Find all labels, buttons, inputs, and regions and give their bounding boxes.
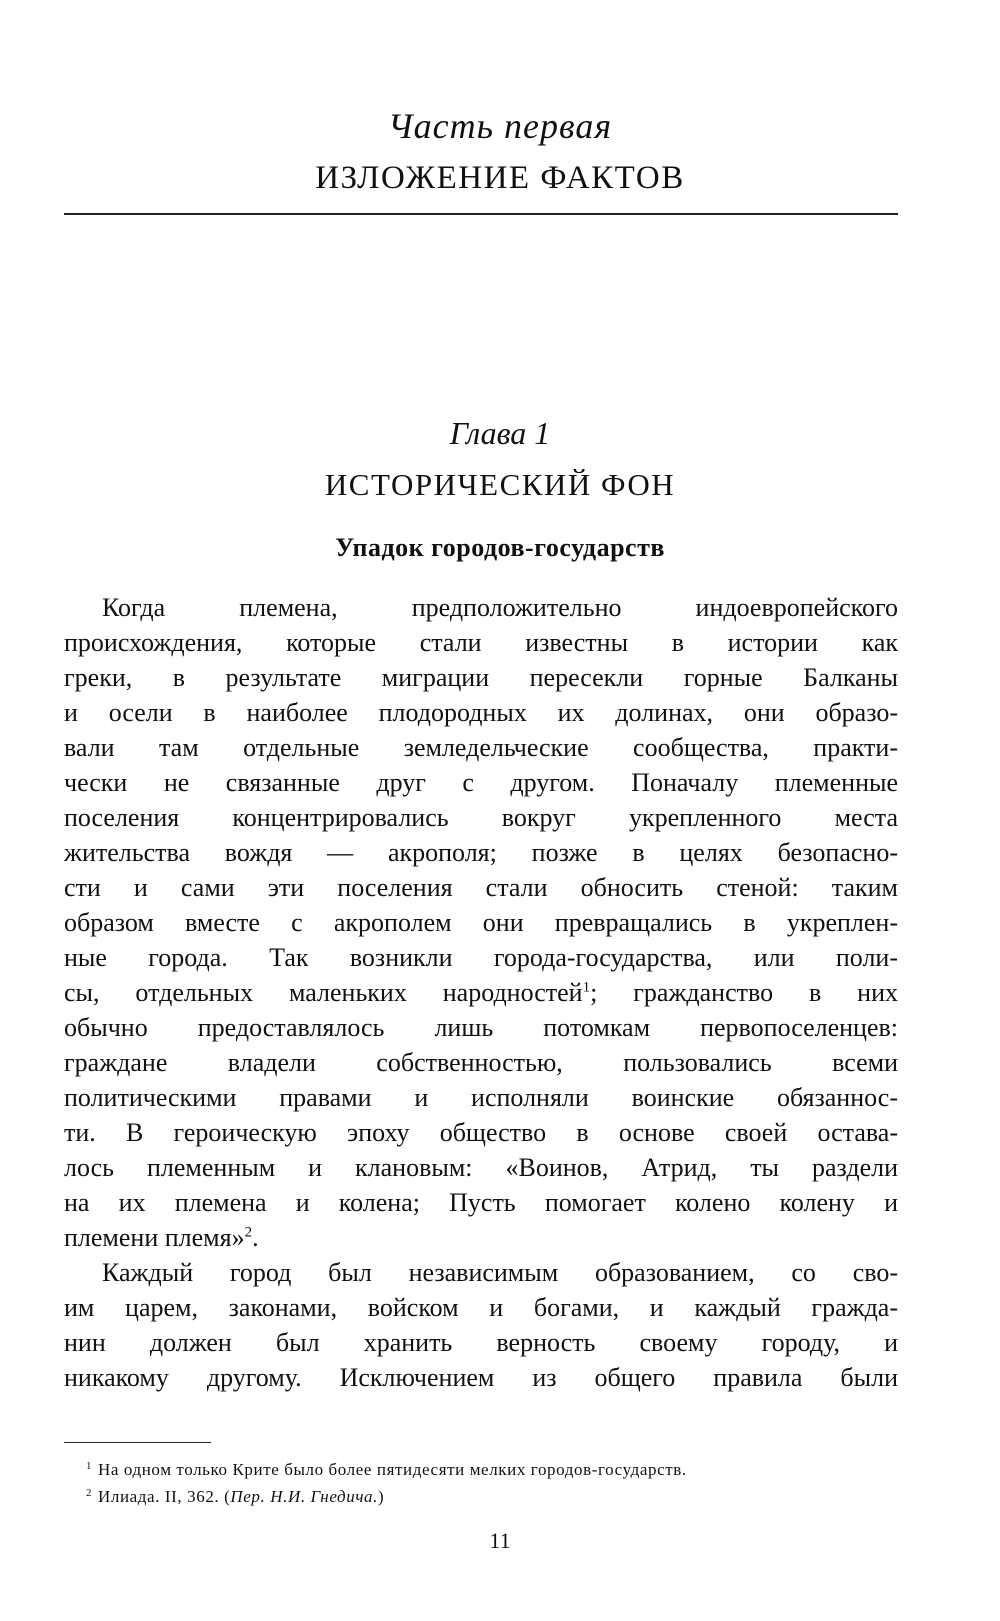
part-subtitle: ИЗЛОЖЕНИЕ ФАКТОВ (315, 160, 685, 196)
text-line: чески не связанные друг с другом. Поначалу племенные (64, 768, 898, 797)
footnote-close: ) (378, 1487, 385, 1506)
text-segment: племени племя» (64, 1223, 245, 1252)
footnote-translator: Пер. Н.И. Гнедича. (230, 1487, 378, 1506)
footnote-text: Илиада. II, 362. ( (98, 1487, 231, 1506)
paragraph-2 (64, 1255, 898, 1395)
footnotes (86, 1456, 898, 1510)
text-line: политическими правами и исполняли воинские обязаннос- (64, 1083, 898, 1112)
footnote-1 (86, 1456, 898, 1483)
header-divider (64, 213, 898, 215)
text-line: вали там отдельные земледельческие сообщества, практи- (64, 733, 898, 762)
chapter-title: ИСТОРИЧЕСКИЙ ФОН (324, 467, 676, 502)
footnote-mark: 2 (86, 1487, 93, 1499)
body-text (64, 590, 898, 1395)
footnote-text: На одном только Крите было более пятидесяти мелких городов-государств. (98, 1460, 687, 1479)
text-line: обычно предоставлялось лишь потомкам первопоселенцев: (64, 1013, 898, 1042)
section-title: Упадок городов-государств (335, 533, 665, 562)
text-line: образом вместе с акрополем они превращались в укреплен- (64, 908, 898, 937)
text-line: происхождения, которые стали известны в истории как (64, 628, 898, 657)
text-segment: . (252, 1223, 259, 1252)
text-line: жительства вождя — акрополя; позже в целях безопасно- (64, 838, 898, 867)
text-line: греки, в результате миграции пересекли горные Балканы (64, 663, 898, 692)
page-number: 11 (489, 1528, 511, 1553)
text-line (64, 1220, 898, 1255)
text-line: ные города. Так возникли города-государства, или поли- (64, 943, 898, 972)
text-line: нин должен был хранить верность своему городу, и (64, 1328, 898, 1357)
footnote-divider (64, 1442, 211, 1443)
text-line: на их племена и колена; Пусть помогает колено колену и (64, 1188, 898, 1217)
footnote-mark: 1 (86, 1460, 93, 1472)
text-line: поселения концентрировались вокруг укрепленного места (64, 803, 898, 832)
text-line: лось племенным и клановым: «Воинов, Атрид, ты раздели (64, 1153, 898, 1182)
text-segment: сы, отдельных маленьких народностей (64, 978, 583, 1007)
text-line: никакому другому. Исключением из общего правила были (64, 1363, 898, 1392)
paragraph-1 (64, 590, 898, 1255)
text-line: граждане владели собственностью, пользовались всеми (64, 1048, 898, 1077)
text-line: сти и сами эти поселения стали обносить стеной: таким (64, 873, 898, 902)
footnote-ref-2[interactable]: 2 (244, 1224, 253, 1241)
chapter-label: Глава 1 (449, 415, 551, 451)
footnote-ref-1[interactable]: 1 (582, 979, 591, 996)
text-line (64, 975, 898, 1010)
text-line: Каждый город был независимым образованием, со сво- (102, 1258, 898, 1287)
text-line: и осели в наиболее плодородных их долинах, они образо- (64, 698, 898, 727)
text-line: ти. В героическую эпоху общество в основе своей остава- (64, 1118, 898, 1147)
footnote-2 (86, 1483, 898, 1510)
part-title: Часть первая (387, 106, 613, 146)
text-segment: ; гражданство в них (590, 978, 898, 1007)
text-line: им царем, законами, войском и богами, и каждый гражда- (64, 1293, 898, 1322)
text-line: Когда племена, предположительно индоевропейского (102, 593, 898, 622)
